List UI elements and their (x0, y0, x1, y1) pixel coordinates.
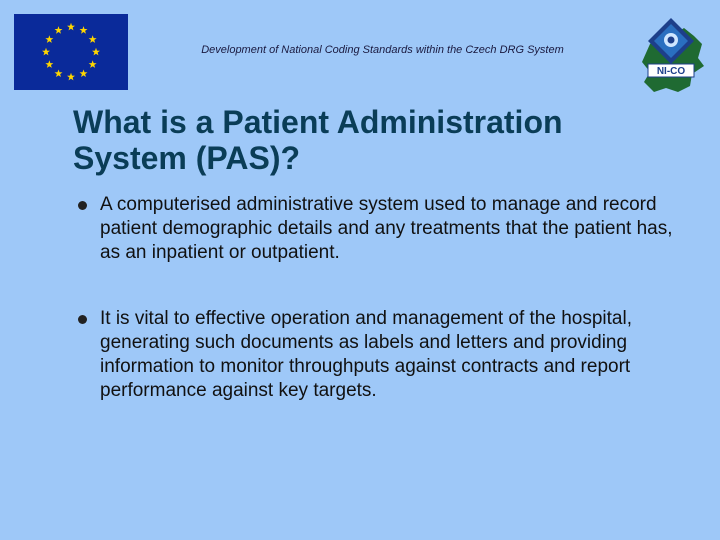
eu-flag-icon (14, 14, 128, 90)
logo-text: NI-CO (656, 66, 686, 77)
nico-logo-icon (632, 14, 710, 96)
bullet-list (78, 193, 678, 403)
bullet-text: It is vital to effective operation and management of the hospital, generating such documents as labels and letters and providing information to monitor throughputs against contracts and report performance against key targets. (100, 308, 632, 401)
list-item (78, 193, 678, 265)
page-title: What is a Patient Administration System (PAS)? (73, 104, 563, 176)
bullet-dot-icon (78, 201, 87, 210)
bullet-text: A computerised administrative system used to manage and record patient demographic details and any treatments that the patient has, as an inpatient or outpatient. (100, 194, 673, 263)
bullet-dot-icon (78, 315, 87, 324)
header-subtitle: Development of National Coding Standards within the Czech DRG System (201, 44, 564, 56)
list-item (78, 307, 678, 403)
